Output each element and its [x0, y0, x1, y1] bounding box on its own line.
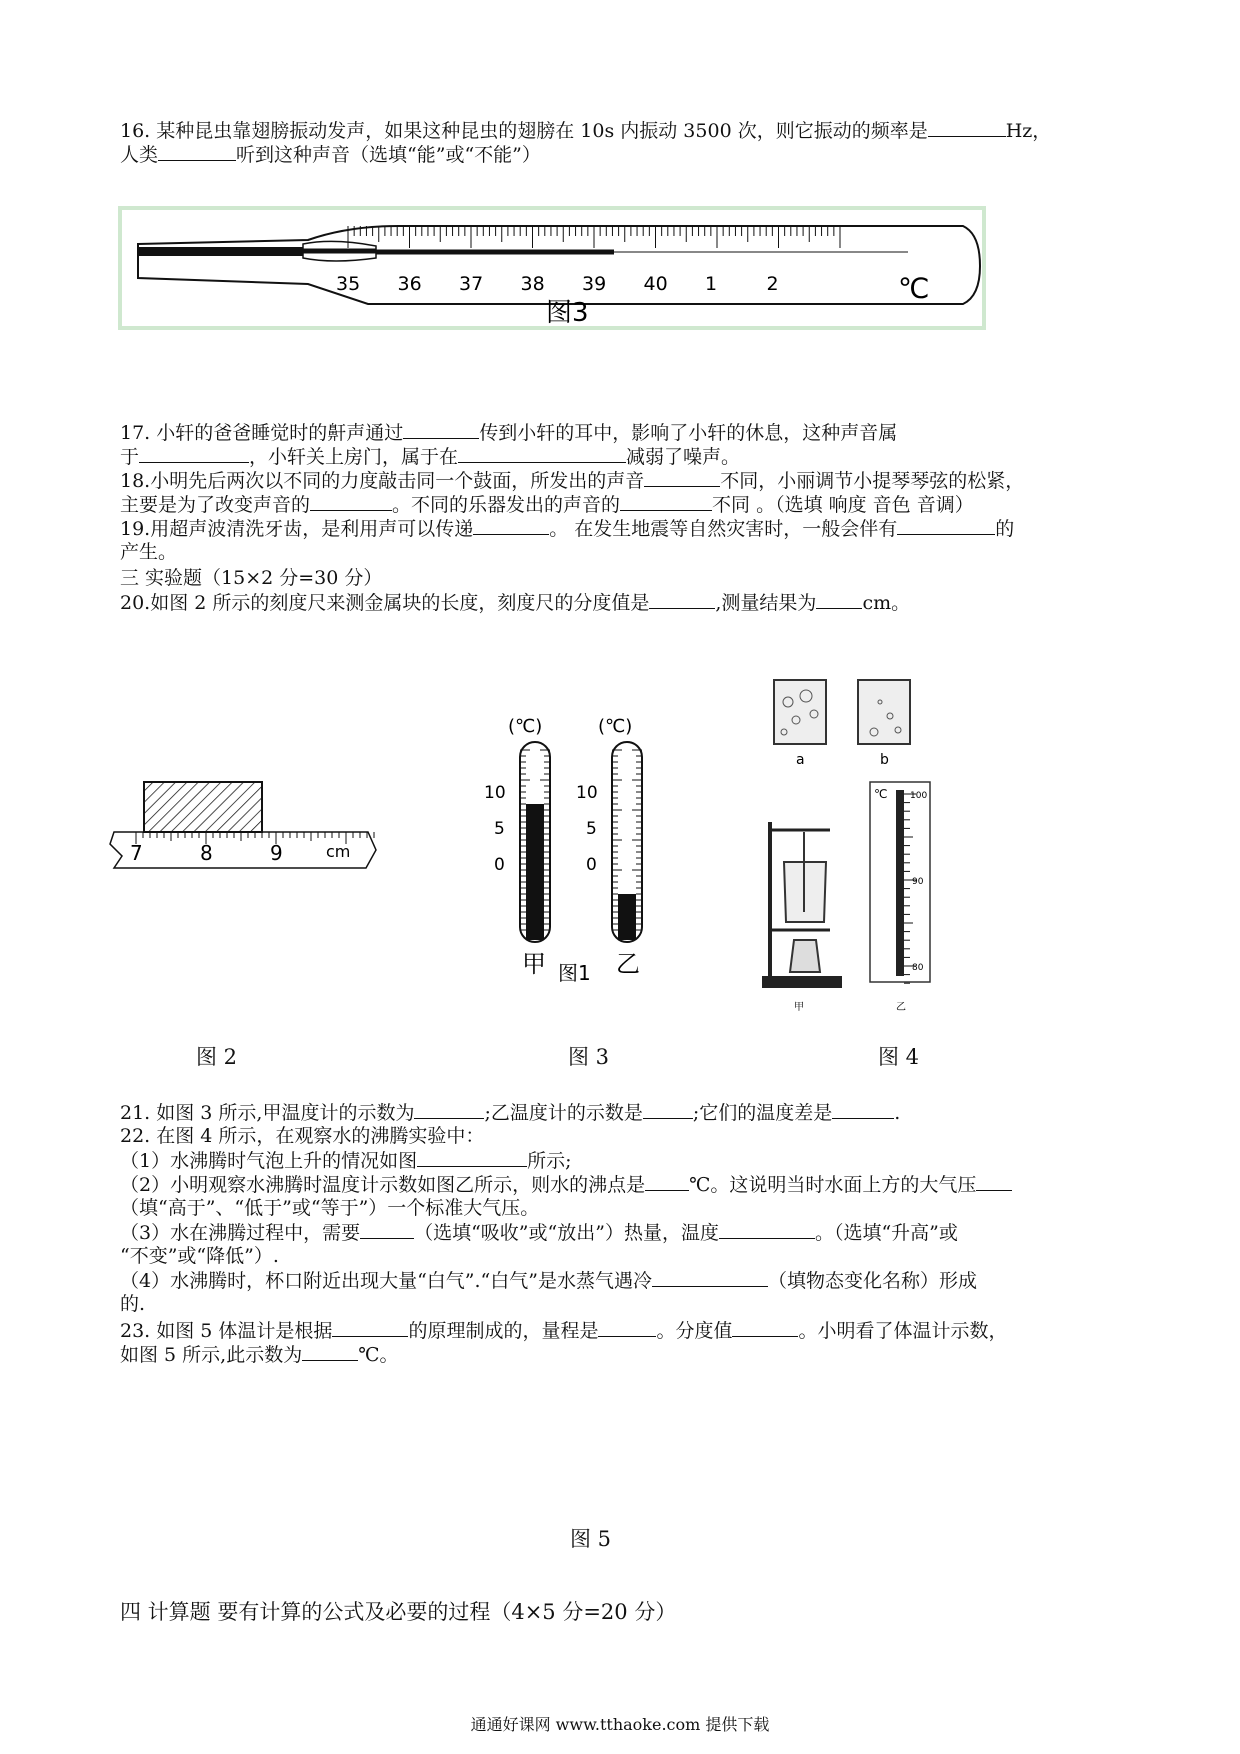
scale-label: 0 [494, 855, 505, 875]
section-3-heading: 三 实验题（15×2 分=30 分） [120, 567, 383, 589]
q17-line2: 于 ，小轩关上房门，属于在 减弱了噪声。 [120, 446, 741, 468]
figure-caption: 图1 [558, 961, 591, 985]
figure-2-caption: 图 2 [196, 1045, 238, 1069]
answer-blank[interactable] [732, 1318, 798, 1337]
answer-blank[interactable] [928, 118, 1006, 137]
apparatus-label: 甲 [794, 1002, 804, 1013]
scale-label: 40 [643, 273, 668, 295]
scale-label: 35 [336, 273, 361, 295]
mercury-column [618, 894, 636, 940]
q22-part4-cont: 的. [120, 1293, 146, 1315]
answer-blank[interactable] [310, 492, 392, 511]
q20-line: 20.如图 2 所示的刻度尺来测金属块的长度，刻度尺的分度值是 ,测量结果为 cm。 [120, 592, 911, 614]
thermometer-name: 甲 [522, 950, 546, 978]
page-footer: 通通好课网 www.tthaoke.com 提供下载 [470, 1715, 770, 1734]
unit-label: (℃) [508, 716, 543, 737]
figure-caption: 图3 [546, 298, 589, 328]
figure-4-caption: 图 4 [878, 1045, 920, 1069]
ruler-label: 7 [130, 841, 143, 865]
answer-blank[interactable] [832, 1100, 894, 1119]
ruler-label: 9 [270, 841, 283, 865]
celsius-unit: ℃ [898, 272, 930, 305]
scale-label: 10 [576, 783, 598, 803]
q22-part3-cont: “不变”或“降低”）. [120, 1245, 279, 1267]
answer-blank[interactable] [158, 142, 236, 161]
q22-part4: （4）水沸腾时，杯口附近出现大量“白气”.“白气”是水蒸气遇冷 （填物态变化名称）形成 [120, 1270, 977, 1292]
apparatus-label: 乙 [896, 1002, 906, 1013]
q16-line2: 人类 听到这种声音（选填“能”或“不能”） [120, 144, 541, 166]
answer-blank[interactable] [332, 1318, 408, 1337]
thermometer-pair-figure [470, 710, 670, 990]
section-4-heading: 四 计算题 要有计算的公式及必要的过程（4×5 分=20 分） [120, 1600, 677, 1624]
q22-part2-cont: （填“高于”、“低于”或“等于”）一个标准大气压。 [120, 1197, 540, 1219]
q17-line1: 17. 小轩的爸爸睡觉时的鼾声通过 传到小轩的耳中，影响了小轩的休息，这种声音属 [120, 422, 898, 444]
scale-label: 37 [459, 273, 484, 295]
q19-line2: 产生。 [120, 541, 178, 563]
beaker-label: b [880, 752, 889, 768]
answer-blank[interactable] [652, 1268, 768, 1287]
answer-blank[interactable] [414, 1100, 484, 1119]
answer-blank[interactable] [897, 516, 995, 535]
q23-line2: 如图 5 所示,此示数为 ℃。 [120, 1344, 399, 1366]
unit-label: ℃ [874, 787, 888, 801]
thermometer-name: 乙 [616, 950, 640, 978]
answer-blank[interactable] [643, 1100, 693, 1119]
q23-line1: 23. 如图 5 体温计是根据 的原理制成的，量程是 。分度值 。小明看了体温计示数， [120, 1320, 1008, 1342]
q16-line1: 16. 某种昆虫靠翅膀振动发声，如果这种昆虫的翅膀在 10s 内振动 3500 次，则它振动的频率是 Hz， [120, 120, 1052, 142]
answer-blank[interactable] [403, 420, 479, 439]
scale-label: 90 [912, 877, 924, 887]
mercury-column [526, 804, 544, 940]
scale-label: 10 [484, 783, 506, 803]
answer-blank[interactable] [458, 444, 626, 463]
q18-line2: 主要是为了改变声音的 。不同的乐器发出的声音的 不同 。（选填 响度 音色 音调） [120, 494, 974, 516]
figure-5-caption: 图 5 [570, 1527, 612, 1551]
answer-blank[interactable] [302, 1342, 358, 1361]
scale-label: 0 [586, 855, 597, 875]
ruler-figure [108, 770, 378, 880]
metal-block [144, 782, 262, 832]
answer-blank[interactable] [719, 1220, 815, 1239]
scale-label: 39 [582, 273, 607, 295]
q22-part1: （1）水沸腾时气泡上升的情况如图 所示; [120, 1150, 572, 1172]
ruler-unit: cm [326, 842, 351, 861]
answer-blank[interactable] [976, 1172, 1012, 1191]
q22-part2: （2）小明观察水沸腾时温度计示数如图乙所示，则水的沸点是 ℃。这说明当时水面上方的大气压 [120, 1172, 1012, 1197]
scale-label: 2 [766, 273, 779, 295]
unit-label: (℃) [598, 716, 633, 737]
beaker-label: a [796, 752, 805, 768]
scale-label: 80 [912, 963, 924, 973]
ruler-label: 8 [200, 841, 213, 865]
answer-blank[interactable] [417, 1148, 527, 1167]
scale-label: 5 [494, 819, 505, 839]
answer-blank[interactable] [645, 1172, 689, 1191]
answer-blank[interactable] [473, 516, 549, 535]
answer-blank[interactable] [139, 444, 249, 463]
scale-label: 38 [520, 273, 545, 295]
mercury-column [896, 790, 904, 976]
answer-blank[interactable] [620, 492, 712, 511]
scale-label: 5 [586, 819, 597, 839]
clinical-thermometer-figure [118, 206, 986, 330]
scale-label: 1 [705, 273, 718, 295]
answer-blank[interactable] [649, 590, 715, 609]
boiling-experiment-figure [740, 672, 1000, 1022]
q22-intro: 22. 在图 4 所示，在观察水的沸腾实验中： [120, 1125, 485, 1147]
q21-line: 21. 如图 3 所示,甲温度计的示数为 ;乙温度计的示数是 ;它们的温度差是 . [120, 1102, 901, 1124]
q22-part3: （3）水在沸腾过程中，需要 （选填“吸收”或“放出”）热量，温度 。（选填“升高”或 [120, 1222, 958, 1244]
answer-blank[interactable] [644, 468, 720, 487]
answer-blank[interactable] [816, 590, 862, 609]
scale-label: 36 [397, 273, 422, 295]
answer-blank[interactable] [598, 1318, 656, 1337]
figure-3-caption: 图 3 [568, 1045, 610, 1069]
q19-line1: 19.用超声波清洗牙齿，是利用声可以传递 。 在发生地震等自然灾害时，一般会伴有 的 [120, 518, 1015, 540]
q18-line1: 18.小明先后两次以不同的力度敲击同一个鼓面，所发出的声音 不同，小丽调节小提琴琴弦的松紧， [120, 470, 1025, 492]
answer-blank[interactable] [360, 1220, 414, 1239]
scale-label: 100 [910, 791, 928, 801]
